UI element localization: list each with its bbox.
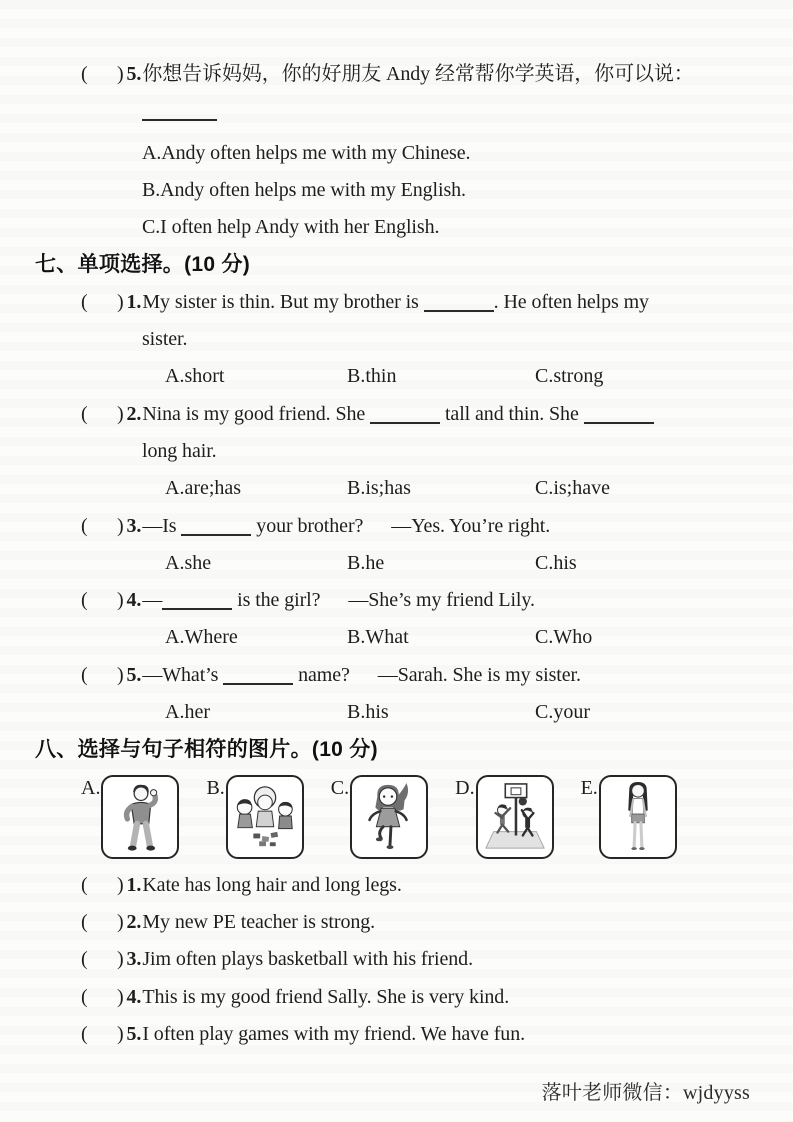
question-number: 1. xyxy=(126,290,142,313)
option-b: B.his xyxy=(347,701,389,724)
children-playing-blocks-icon xyxy=(230,780,300,854)
option-b: B.Andy often helps me with my English. xyxy=(142,178,466,201)
question-text: long hair. xyxy=(142,439,217,462)
question-text: My sister is thin. But my brother is xyxy=(142,290,424,313)
question-line xyxy=(81,508,753,545)
listening-options xyxy=(35,135,753,247)
option-c: C.I often help Andy with her English. xyxy=(142,216,440,239)
picture-label: C. xyxy=(330,776,350,799)
option-a: A.Andy often helps me with my Chinese. xyxy=(142,141,471,164)
picture-box xyxy=(101,775,179,859)
matching-statements xyxy=(35,867,753,1053)
mcq-options xyxy=(35,545,753,582)
picture-option-e xyxy=(581,775,677,859)
question-line xyxy=(81,657,753,694)
option-c: C.Who xyxy=(535,626,593,649)
question-number: 5. xyxy=(126,663,142,686)
question-number: 4. xyxy=(126,589,142,612)
picture-options-row xyxy=(81,775,753,863)
mcq-options xyxy=(35,470,753,507)
answer-bracket: ( ) xyxy=(81,589,124,612)
statement-text: Kate has long hair and long legs. xyxy=(142,873,402,896)
answer-bracket: ( ) xyxy=(81,63,124,85)
question-text: —What’s xyxy=(142,663,224,686)
picture-label: E. xyxy=(580,776,598,799)
picture-box xyxy=(350,775,428,859)
question-text: . He often helps my xyxy=(493,290,649,313)
question-text: — xyxy=(142,589,163,612)
statement-number: 1. xyxy=(126,873,142,896)
answer-bracket: ( ) xyxy=(81,910,124,933)
option-b: B.is;has xyxy=(347,477,411,500)
question-line xyxy=(81,582,753,619)
answer-bracket: ( ) xyxy=(81,948,124,971)
answer-bracket: ( ) xyxy=(81,663,124,686)
mcq-question-4 xyxy=(35,582,753,657)
option-a: A.are;has xyxy=(165,477,242,500)
answer-bracket: ( ) xyxy=(81,873,124,896)
picture-option-a xyxy=(81,775,179,859)
answer-blank xyxy=(142,119,217,121)
girl-dancing-icon xyxy=(354,780,424,854)
strong-man-flexing-icon xyxy=(105,780,175,854)
mcq-options xyxy=(35,694,753,731)
picture-label: B. xyxy=(206,776,225,799)
mcq-question-1 xyxy=(35,284,753,396)
answer-blank xyxy=(181,534,251,536)
question-number: 2. xyxy=(126,402,142,425)
footer-credit: 落叶老师微信：wjdyyss xyxy=(541,1082,750,1105)
question-text: —Is xyxy=(142,514,182,537)
picture-option-c xyxy=(331,775,428,859)
answer-bracket: ( ) xyxy=(81,514,124,537)
statement-text: I often play games with my friend. We have fun. xyxy=(142,1022,525,1045)
mcq-options xyxy=(35,619,753,656)
answer-blank xyxy=(223,683,293,685)
option-c: C.strong xyxy=(535,365,604,388)
option-a: A.Where xyxy=(165,626,238,649)
question-text: tall and thin. She xyxy=(440,402,584,425)
statement-4 xyxy=(81,979,753,1016)
answer-bracket: ( ) xyxy=(81,402,124,425)
answer-blank xyxy=(584,422,654,424)
question-text: is the girl? xyxy=(232,589,321,612)
boys-playing-basketball-icon xyxy=(480,780,550,854)
statement-number: 5. xyxy=(126,1022,142,1045)
answer-blank xyxy=(162,608,232,610)
statement-text: My new PE teacher is strong. xyxy=(142,910,376,933)
option-c: C.is;have xyxy=(535,477,610,500)
statement-text: This is my good friend Sally. She is very kind. xyxy=(142,985,510,1008)
question-text: Nina is my good friend. She xyxy=(142,402,371,425)
option-a: A.short xyxy=(165,365,225,388)
tall-thin-woman-icon xyxy=(603,780,673,854)
option-a: A.she xyxy=(165,551,212,574)
option-c: C.his xyxy=(535,551,577,574)
single-choice-questions xyxy=(35,284,753,732)
statement-number: 2. xyxy=(126,910,142,933)
statement-3 xyxy=(81,941,753,978)
picture-box xyxy=(476,775,554,859)
statement-2 xyxy=(81,904,753,941)
section-eight-heading: 八、选择与句子相符的图片。(10 分) xyxy=(35,738,378,762)
question-text: sister. xyxy=(142,328,188,351)
answer-bracket: ( ) xyxy=(81,985,124,1008)
option-a: A.her xyxy=(165,701,210,724)
statement-number: 3. xyxy=(126,948,142,971)
question-text: —Sarah. She is my sister. xyxy=(377,663,581,686)
option-b: B.What xyxy=(347,626,409,649)
option-b: B.he xyxy=(347,551,385,574)
listening-question-5 xyxy=(81,56,753,93)
question-number: 5. xyxy=(126,63,142,85)
question-number: 3. xyxy=(126,514,142,537)
question-text: —She’s my friend Lily. xyxy=(348,589,535,612)
picture-option-b xyxy=(206,775,303,859)
answer-bracket: ( ) xyxy=(81,1022,124,1045)
statement-number: 4. xyxy=(126,985,142,1008)
picture-box xyxy=(226,775,304,859)
statement-5 xyxy=(81,1016,753,1053)
option-c: C.your xyxy=(535,701,590,724)
picture-option-d xyxy=(455,775,553,859)
picture-box xyxy=(599,775,677,859)
question-line-continued xyxy=(142,433,753,470)
picture-label: A. xyxy=(81,776,101,799)
question-line xyxy=(81,396,753,433)
option-b: B.thin xyxy=(347,365,397,388)
question-line xyxy=(81,284,753,321)
mcq-question-5 xyxy=(35,657,753,732)
answer-bracket: ( ) xyxy=(81,290,124,313)
question-line-continued xyxy=(142,321,753,358)
question-text: name? xyxy=(293,663,350,686)
statement-text: Jim often plays basketball with his friend. xyxy=(142,948,473,971)
question-text: your brother? xyxy=(251,514,364,537)
section-seven-heading: 七、单项选择。(10 分) xyxy=(35,253,251,277)
question-text: —Yes. You’re right. xyxy=(391,514,551,537)
mcq-question-3 xyxy=(35,508,753,583)
question-prompt: 你想告诉妈妈，你的好朋友 Andy 经常帮你学英语，你可以说： xyxy=(142,63,694,85)
mcq-options xyxy=(35,358,753,395)
picture-label: D. xyxy=(455,776,475,799)
statement-1 xyxy=(81,867,753,904)
answer-blank xyxy=(370,422,440,424)
answer-blank xyxy=(424,310,494,312)
blank-line xyxy=(142,93,753,130)
mcq-question-2 xyxy=(35,396,753,508)
